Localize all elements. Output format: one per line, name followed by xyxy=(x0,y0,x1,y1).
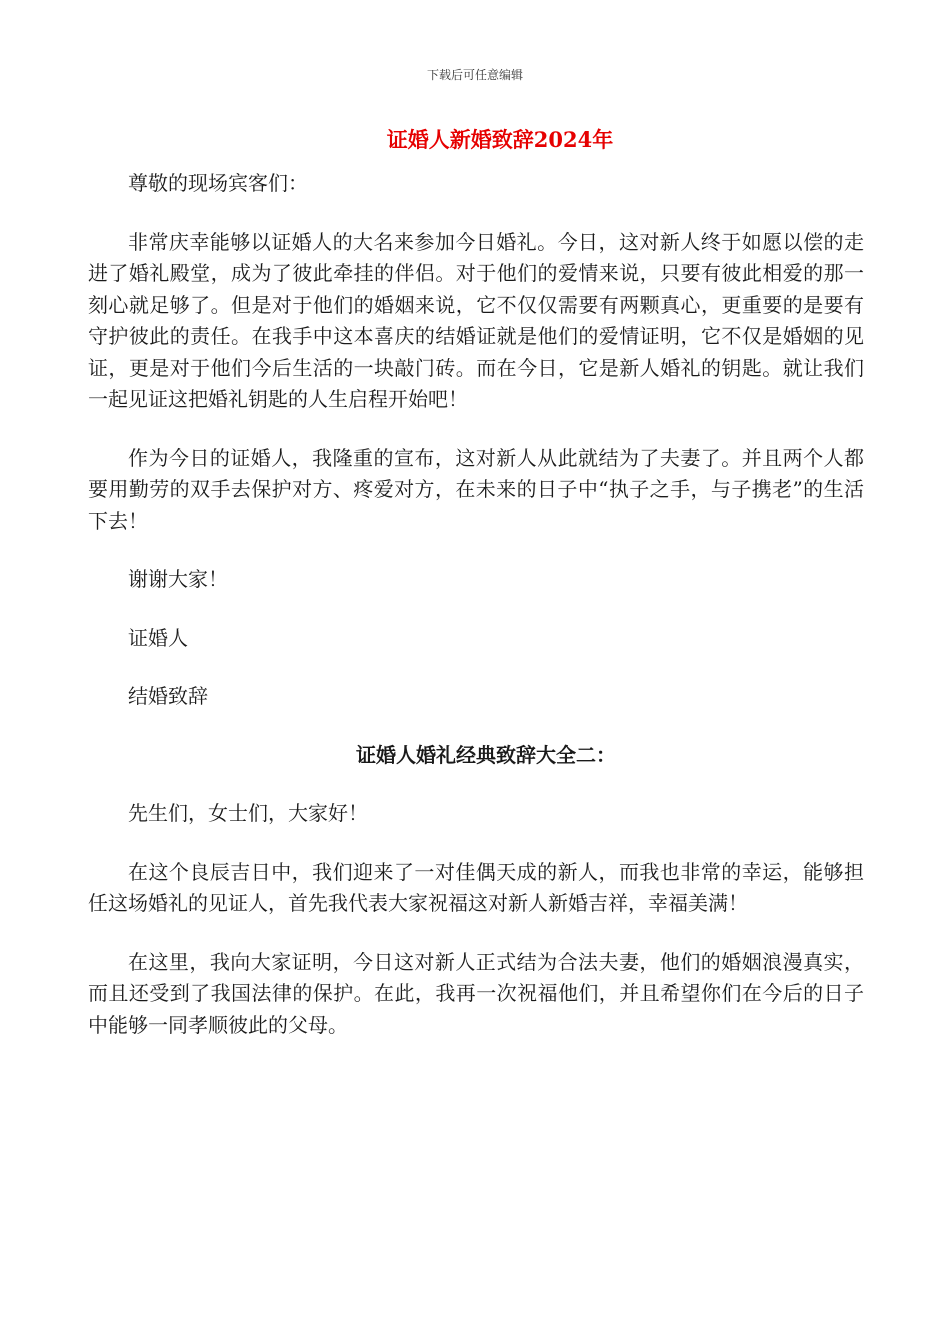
closing-line: 结婚致辞 xyxy=(128,684,208,708)
document-title: 证婚人新婚致辞2024年 xyxy=(386,127,614,152)
thanks-line: 谢谢大家！ xyxy=(128,567,228,591)
body-paragraph: 作为今日的证婚人，我隆重的宣布，这对新人从此就结为了夫妻了。并且两个人都要用勤劳的双手去保护对方、疼爱对方，在未来的日子中“执子之手，与子携老”的生活下去！ xyxy=(88,445,864,533)
greeting-paragraph: 尊敬的现场宾客们： xyxy=(128,171,308,195)
document-body xyxy=(88,168,864,1068)
body-paragraph: 在这个良辰吉日中，我们迎来了一对佳偶天成的新人，而我也非常的幸运，能够担任这场婚礼的见证人，首先我代表大家祝福这对新人新婚吉祥，幸福美满！ xyxy=(88,859,864,915)
section-heading: 证婚人婚礼经典致辞大全二： xyxy=(356,742,616,767)
body-paragraph: 在这里，我向大家证明，今日这对新人正式结为合法夫妻，他们的婚姻浪漫真实，而且还受到了我国法律的保护。在此，我再一次祝福他们，并且希望你们在今后的日子中能够一同孝顺彼此的父母。 xyxy=(88,949,864,1037)
header-note: 下载后可任意编辑 xyxy=(426,68,523,82)
body-paragraph: 非常庆幸能够以证婚人的大名来参加今日婚礼。今日，这对新人终于如愿以偿的走进了婚礼殿堂，成为了彼此牵挂的伴侣。对于他们的爱情来说，只要有彼此相爱的那一刻心就足够了。但是对于他们的婚姻来说，它不仅仅需要有两颗真心，更重要的是要有守护彼此的责任。在我手中这本喜庆的结婚证就是他们的爱情证明，它不仅是婚姻的见证，更是对于他们今后生活的一块敲门砖。而在今日，它是新人婚礼的钥匙。就让我们一起见证这把婚礼钥匙的人生启程开始吧！ xyxy=(88,229,864,411)
signature-line: 证婚人 xyxy=(128,625,188,650)
greeting-paragraph: 先生们，女士们，大家好！ xyxy=(128,801,368,825)
